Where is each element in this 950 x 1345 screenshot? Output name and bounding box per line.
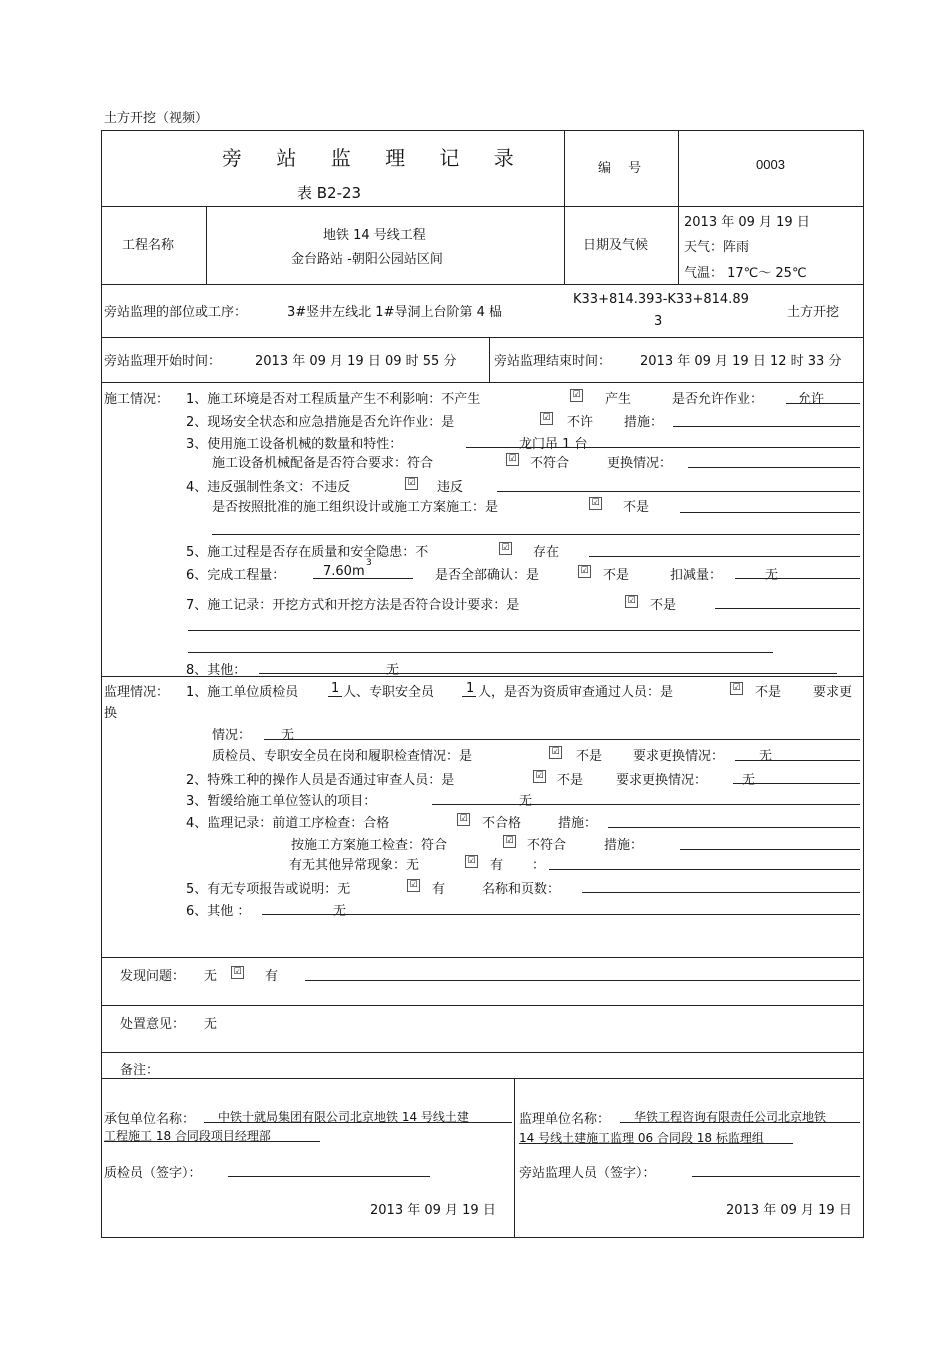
option-text: 违反: [437, 480, 464, 495]
option-text: 措施：: [604, 838, 644, 853]
contractor-label: 承包单位名称：: [104, 1112, 196, 1127]
option-text: 要求更换情况：: [616, 773, 708, 788]
fill-value: 1: [331, 681, 340, 696]
fill-line: [328, 696, 342, 697]
supervision-item-1: 1、施工单位质检员: [186, 685, 299, 700]
fill-line: [313, 578, 413, 579]
construction-item-2: 2、现场安全状态和应急措施是否允许作业：是: [186, 415, 455, 430]
location-value: 3#竖井左线北 1#导洞上台阶第 4 榀: [287, 305, 502, 320]
table-bottom-border: [101, 1237, 864, 1238]
option-text: 是否全部确认：是: [435, 568, 540, 583]
fill-line: [497, 491, 860, 492]
fill-value: 无: [519, 794, 533, 809]
supervision-item-4: 4、监理记录：前道工序检查：合格: [186, 816, 390, 831]
construction-item-6: 6、完成工程量：: [186, 568, 286, 583]
checkbox-checked[interactable]: ☑: [533, 770, 546, 783]
fill-value: 无: [765, 568, 779, 583]
supervision-item-3: 3、暂缓给施工单位签认的项目：: [186, 794, 377, 809]
table-left-border: [101, 130, 102, 1238]
construction-item-5: 5、施工过程是否存在质量和安全隐患：不: [186, 545, 429, 560]
fill-line: [462, 696, 476, 697]
option-text: 不是: [755, 685, 782, 700]
row-divider: [101, 382, 864, 383]
option-text: ：: [532, 858, 546, 873]
option-text: 措施：: [624, 415, 664, 430]
option-text: 不合格: [482, 816, 522, 831]
opinion-label: 处置意见：: [120, 1017, 186, 1032]
supervision-item-2: 2、特殊工种的操作人员是否通过审查人员：是: [186, 773, 455, 788]
construction-label: 施工情况：: [104, 392, 170, 407]
fill-value: 无: [281, 728, 295, 743]
row-divider: [101, 957, 864, 958]
fill-line: [262, 914, 860, 915]
option-text: 是否允许作业：: [672, 392, 764, 407]
option-text: 产生: [605, 392, 632, 407]
fill-line: [188, 630, 860, 631]
option-text: 不是: [650, 598, 677, 613]
supervision-item-1b: 质检员、专职安全员在岗和履职检查情况：是: [212, 749, 473, 764]
row-divider: [101, 1078, 864, 1079]
fill-line: [212, 534, 860, 535]
supervisor-name-cont: 14 号线土建施工监理 06 合同段 18 标监理组: [519, 1131, 764, 1145]
fill-line: [688, 467, 860, 468]
header-note: 土方开挖（视频）: [104, 111, 209, 126]
option-text: 情况：: [212, 728, 252, 743]
signature-line[interactable]: [692, 1176, 860, 1177]
table-right-border: [863, 130, 864, 1238]
end-value: 2013 年 09 月 19 日 12 时 33 分: [640, 354, 842, 369]
fill-line: [680, 512, 860, 513]
start-value: 2013 年 09 月 19 日 09 时 55 分: [255, 354, 457, 369]
option-text: 名称和页数：: [482, 882, 561, 897]
fill-line: [466, 447, 860, 448]
row-divider: [101, 337, 864, 338]
col-divider: [678, 130, 679, 284]
form-title: 旁 站 监 理 记 录: [222, 146, 528, 170]
option-text: 要求更: [813, 685, 853, 700]
fill-line: [715, 608, 860, 609]
option-text: 人、专职安全员: [343, 685, 435, 700]
fill-line: [549, 869, 860, 870]
fill-line: [519, 1143, 793, 1144]
superscript: 3: [366, 558, 372, 568]
fill-value: 无: [333, 904, 347, 919]
project-name-label: 工程名称: [122, 238, 175, 253]
option-text: 更换情况：: [607, 456, 673, 471]
checkbox-checked[interactable]: ☑: [578, 565, 591, 578]
number-value: 0003: [756, 157, 785, 172]
contractor-name-cont: 工程施工 18 合同段项目经理部: [104, 1129, 271, 1143]
fill-line: [608, 827, 860, 828]
supervision-label: 监理情况：: [104, 685, 170, 700]
weather-value: 天气：阵雨: [684, 240, 750, 255]
checkbox-checked[interactable]: ☑: [499, 542, 512, 555]
fill-line: [733, 783, 860, 784]
checkbox-checked[interactable]: ☑: [231, 966, 244, 979]
supervision-item-4c: 有无其他异常现象：无: [289, 858, 420, 873]
option-text: 人，是否为资质审查通过人员：是: [478, 685, 674, 700]
supervisor-label: 监理单位名称：: [519, 1112, 611, 1127]
fill-line: [305, 980, 860, 981]
fill-value: 允许: [798, 392, 825, 407]
end-label: 旁站监理结束时间：: [494, 354, 612, 369]
construction-item-7: 7、施工记录：开挖方式和开挖方法是否符合设计要求：是: [186, 598, 520, 613]
fill-line: [432, 804, 860, 805]
fill-line: [264, 739, 860, 740]
signature-line[interactable]: [228, 1176, 430, 1177]
fill-value: 无: [386, 663, 400, 678]
table-top-border: [101, 130, 864, 131]
option-text: 措施：: [558, 816, 598, 831]
remark-label: 备注：: [120, 1063, 160, 1078]
problems-yes: 有: [265, 969, 279, 984]
location-mileage: K33+814.393-K33+814.89: [573, 292, 749, 307]
fill-value: 7.60m: [323, 564, 365, 579]
fill-value: 无: [759, 749, 773, 764]
option-text: 扣减量：: [670, 568, 723, 583]
fill-line: [620, 1122, 860, 1123]
location-label: 旁站监理的部位或工序：: [104, 305, 248, 320]
fill-value: 龙门吊 1 台: [519, 437, 588, 452]
supervision-item-5: 5、有无专项报告或说明：无: [186, 882, 351, 897]
fill-line: [188, 652, 773, 653]
option-text: 要求更换情况：: [633, 749, 725, 764]
col-divider: [489, 337, 490, 382]
construction-item-4b: 是否按照批准的施工组织设计或施工方案施工：是: [212, 500, 499, 515]
option-text: 有: [490, 858, 504, 873]
checkbox-checked[interactable]: ☑: [730, 682, 743, 695]
col-divider: [206, 206, 207, 284]
date-weather-label: 日期及气候: [583, 238, 649, 253]
fill-line: [582, 892, 860, 893]
location-process: 土方开挖: [787, 305, 840, 320]
row-divider: [101, 206, 864, 207]
checkbox-checked[interactable]: ☑: [503, 835, 516, 848]
fill-line: [673, 426, 860, 427]
supervisor-name: 华铁工程咨询有限责任公司北京地铁: [634, 1110, 827, 1124]
row-divider: [101, 284, 864, 285]
contractor-name: 中铁十就局集团有限公司北京地铁 14 号线土建: [218, 1110, 469, 1124]
checkbox-checked[interactable]: ☑: [465, 855, 478, 868]
col-divider: [514, 1078, 515, 1237]
fill-line: [680, 849, 860, 850]
checkbox-checked[interactable]: ☑: [589, 497, 602, 510]
inspector-label: 质检员（签字）：: [104, 1166, 202, 1181]
checkbox-checked[interactable]: ☑: [625, 595, 638, 608]
fill-line: [735, 760, 860, 761]
contractor-date: 2013 年 09 月 19 日: [370, 1203, 496, 1218]
option-text: 不符合: [530, 456, 570, 471]
fill-value: 无: [742, 773, 756, 788]
temperature-value: 气温： 17℃～ 25℃: [684, 266, 807, 281]
opinion-value: 无: [204, 1017, 218, 1032]
problems-label: 发现问题：: [120, 969, 186, 984]
option-text: 存在: [533, 545, 560, 560]
option-text: 不是: [557, 773, 584, 788]
fill-line: [259, 673, 837, 674]
construction-item-1: 1、施工环境是否对工程质量产生不利影响：不产生: [186, 392, 481, 407]
option-text: 不是: [576, 749, 603, 764]
checkbox-checked[interactable]: ☑: [540, 412, 553, 425]
project-name-line2: 金台路站 -朝阳公园站区间: [291, 252, 443, 267]
row-divider: [101, 1052, 864, 1053]
checkbox-checked[interactable]: ☑: [457, 813, 470, 826]
option-text: 不许: [567, 415, 594, 430]
option-text: 换: [104, 706, 118, 721]
option-text: 不符合: [527, 838, 567, 853]
col-divider: [564, 130, 565, 284]
form-code: 表 B2-23: [297, 184, 362, 202]
supervisor-date: 2013 年 09 月 19 日: [726, 1203, 852, 1218]
project-name-line1: 地铁 14 号线工程: [323, 228, 426, 243]
supervision-item-4b: 按施工方案施工检查：符合: [291, 838, 448, 853]
checkbox-checked[interactable]: ☑: [506, 453, 519, 466]
construction-item-4: 4、违反强制性条文：不违反: [186, 480, 351, 495]
checkbox-checked[interactable]: ☑: [405, 477, 418, 490]
number-label: 编 号: [598, 161, 642, 176]
checkbox-checked[interactable]: ☑: [407, 879, 420, 892]
supervision-item-6: 6、其他 ：: [186, 904, 251, 919]
problems-no: 无: [204, 969, 218, 984]
fill-line: [735, 578, 860, 579]
supervisor-person-label: 旁站监理人员（签字）：: [519, 1166, 656, 1181]
option-text: 有: [432, 882, 446, 897]
fill-line: [786, 403, 860, 404]
fill-line: [104, 1141, 320, 1142]
construction-item-8: 8、其他：: [186, 663, 247, 678]
date-value: 2013 年 09 月 19 日: [684, 215, 810, 230]
fill-line: [204, 1122, 512, 1123]
construction-item-3b: 施工设备机械配备是否符合要求：符合: [212, 456, 434, 471]
row-divider: [101, 1005, 864, 1006]
construction-item-3: 3、使用施工设备机械的数量和特性：: [186, 437, 403, 452]
checkbox-checked[interactable]: ☑: [570, 389, 583, 402]
location-mileage-cont: 3: [654, 314, 663, 329]
option-text: 不是: [603, 568, 630, 583]
fill-value: 1: [466, 681, 475, 696]
fill-line: [589, 556, 860, 557]
checkbox-checked[interactable]: ☑: [549, 746, 562, 759]
start-label: 旁站监理开始时间：: [104, 354, 222, 369]
option-text: 不是: [623, 500, 650, 515]
